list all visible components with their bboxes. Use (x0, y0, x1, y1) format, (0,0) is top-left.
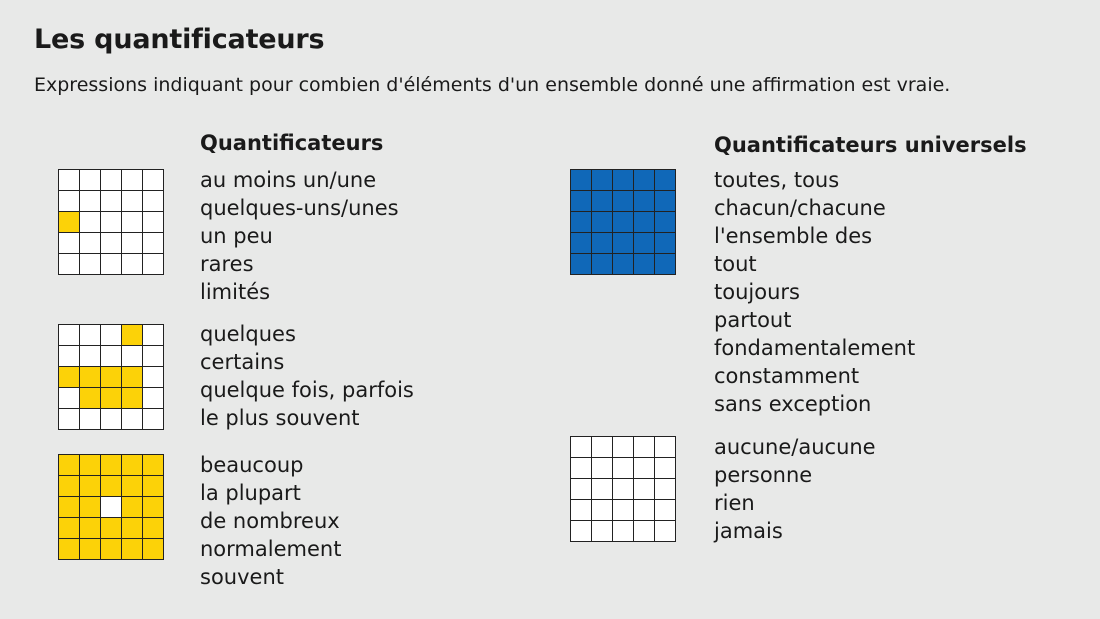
grid-cell (122, 518, 142, 538)
grid-cell (101, 254, 121, 274)
grid-aucun (570, 436, 676, 542)
grid-cell (592, 212, 612, 232)
grid-cell (143, 191, 163, 211)
grid-cell (634, 170, 654, 190)
grid-cell (101, 233, 121, 253)
grid-cell (101, 409, 121, 429)
term-item: la plupart (200, 481, 301, 505)
grid-cell (122, 325, 142, 345)
grid-cell (101, 497, 121, 517)
term-item: quelques-uns/unes (200, 196, 399, 220)
heading-quantificateurs-universels: Quantificateurs universels (714, 133, 1027, 157)
grid-cell (122, 455, 142, 475)
grid-cell (592, 254, 612, 274)
grid-cell (571, 170, 591, 190)
grid-cell (592, 458, 612, 478)
grid-cell (613, 458, 633, 478)
grid-cell (634, 500, 654, 520)
grid-cell (101, 476, 121, 496)
grid-cell (101, 455, 121, 475)
grid-cell (122, 388, 142, 408)
term-item: toujours (714, 280, 800, 304)
grid-cell (143, 212, 163, 232)
term-item: un peu (200, 224, 273, 248)
grid-cell (80, 170, 100, 190)
grid-cell (571, 458, 591, 478)
grid-au-moins-un (58, 169, 164, 275)
grid-cell (80, 455, 100, 475)
grid-cell (143, 409, 163, 429)
grid-cell (59, 346, 79, 366)
grid-cell (101, 388, 121, 408)
term-list-quelques (200, 320, 414, 432)
grid-cell (59, 367, 79, 387)
term-list-au-moins-un (200, 166, 399, 306)
grid-cell (122, 367, 142, 387)
grid-cell (634, 212, 654, 232)
term-list-beaucoup (200, 451, 341, 591)
term-item: constamment (714, 364, 860, 388)
term-item: toutes, tous (714, 168, 840, 192)
grid-cell (80, 409, 100, 429)
grid-cell (613, 170, 633, 190)
grid-cell (571, 191, 591, 211)
grid-cell (613, 233, 633, 253)
grid-cell (143, 233, 163, 253)
term-item: rien (714, 491, 755, 515)
grid-cell (80, 254, 100, 274)
grid-cell (655, 458, 675, 478)
term-item: partout (714, 308, 792, 332)
grid-cell (59, 476, 79, 496)
term-item: tout (714, 252, 757, 276)
grid-cell (122, 170, 142, 190)
grid-cell (571, 233, 591, 253)
grid-cell (59, 233, 79, 253)
grid-cell (122, 254, 142, 274)
term-item: certains (200, 350, 285, 374)
grid-cell (592, 233, 612, 253)
grid-cell (80, 367, 100, 387)
grid-cell (655, 521, 675, 541)
page-subtitle: Expressions indiquant pour combien d'éléments d'un ensemble donné une affirmation est vraie. (34, 74, 951, 96)
grid-cell (634, 437, 654, 457)
grid-cell (143, 325, 163, 345)
grid-cell (634, 521, 654, 541)
term-item: jamais (714, 519, 783, 543)
term-item: au moins un/une (200, 168, 377, 192)
term-item: normalement (200, 537, 342, 561)
grid-cell (634, 254, 654, 274)
grid-cell (592, 170, 612, 190)
grid-cell (613, 500, 633, 520)
grid-cell (59, 254, 79, 274)
grid-cell (80, 476, 100, 496)
grid-cell (122, 409, 142, 429)
grid-cell (571, 521, 591, 541)
grid-cell (101, 539, 121, 559)
grid-cell (59, 455, 79, 475)
grid-tous (570, 169, 676, 275)
grid-cell (613, 212, 633, 232)
grid-cell (122, 191, 142, 211)
grid-cell (143, 367, 163, 387)
grid-cell (655, 479, 675, 499)
grid-cell (101, 346, 121, 366)
grid-cell (634, 191, 654, 211)
grid-cell (592, 479, 612, 499)
term-item: le plus souvent (200, 406, 360, 430)
grid-cell (80, 388, 100, 408)
term-item: fondamentalement (714, 336, 916, 360)
term-item: aucune/aucune (714, 435, 876, 459)
grid-cell (613, 254, 633, 274)
grid-cell (59, 191, 79, 211)
grid-cell (592, 191, 612, 211)
term-item: chacun/chacune (714, 196, 886, 220)
grid-cell (143, 539, 163, 559)
grid-cell (655, 170, 675, 190)
grid-cell (655, 233, 675, 253)
term-list-aucun (714, 433, 876, 545)
grid-cell (571, 479, 591, 499)
grid-cell (143, 476, 163, 496)
grid-cell (59, 409, 79, 429)
term-item: sans exception (714, 392, 872, 416)
grid-cell (613, 437, 633, 457)
term-item: quelques (200, 322, 296, 346)
grid-cell (122, 539, 142, 559)
grid-cell (143, 497, 163, 517)
grid-cell (101, 170, 121, 190)
term-item: de nombreux (200, 509, 340, 533)
grid-cell (122, 476, 142, 496)
term-item: l'ensemble des (714, 224, 873, 248)
grid-cell (143, 388, 163, 408)
grid-cell (80, 233, 100, 253)
grid-cell (613, 479, 633, 499)
grid-cell (571, 437, 591, 457)
grid-cell (59, 518, 79, 538)
grid-cell (592, 500, 612, 520)
grid-cell (143, 170, 163, 190)
term-item: personne (714, 463, 813, 487)
grid-cell (101, 367, 121, 387)
grid-cell (571, 254, 591, 274)
grid-cell (59, 497, 79, 517)
grid-cell (613, 521, 633, 541)
grid-cell (655, 191, 675, 211)
grid-cell (634, 479, 654, 499)
grid-cell (655, 500, 675, 520)
grid-cell (655, 212, 675, 232)
grid-cell (80, 497, 100, 517)
grid-cell (592, 521, 612, 541)
grid-cell (122, 233, 142, 253)
grid-cell (59, 325, 79, 345)
grid-cell (80, 539, 100, 559)
grid-cell (122, 497, 142, 517)
term-item: limités (200, 280, 271, 304)
term-item: beaucoup (200, 453, 304, 477)
grid-cell (80, 325, 100, 345)
grid-cell (613, 191, 633, 211)
grid-cell (571, 500, 591, 520)
grid-cell (143, 518, 163, 538)
grid-cell (655, 254, 675, 274)
grid-cell (59, 170, 79, 190)
grid-cell (143, 254, 163, 274)
grid-cell (101, 325, 121, 345)
grid-beaucoup (58, 454, 164, 560)
term-item: rares (200, 252, 254, 276)
grid-quelques (58, 324, 164, 430)
heading-quantificateurs: Quantificateurs (200, 131, 384, 155)
grid-cell (80, 518, 100, 538)
grid-cell (101, 518, 121, 538)
grid-cell (143, 346, 163, 366)
term-item: quelque fois, parfois (200, 378, 414, 402)
grid-cell (592, 437, 612, 457)
grid-cell (80, 346, 100, 366)
grid-cell (101, 191, 121, 211)
grid-cell (101, 212, 121, 232)
term-list-tous (714, 166, 915, 418)
page-title: Les quantificateurs (34, 24, 325, 55)
grid-cell (122, 212, 142, 232)
grid-cell (634, 233, 654, 253)
grid-cell (80, 212, 100, 232)
grid-cell (80, 191, 100, 211)
grid-cell (122, 346, 142, 366)
grid-cell (59, 539, 79, 559)
grid-cell (634, 458, 654, 478)
grid-cell (143, 455, 163, 475)
grid-cell (59, 212, 79, 232)
grid-cell (59, 388, 79, 408)
grid-cell (655, 437, 675, 457)
term-item: souvent (200, 565, 284, 589)
grid-cell (571, 212, 591, 232)
